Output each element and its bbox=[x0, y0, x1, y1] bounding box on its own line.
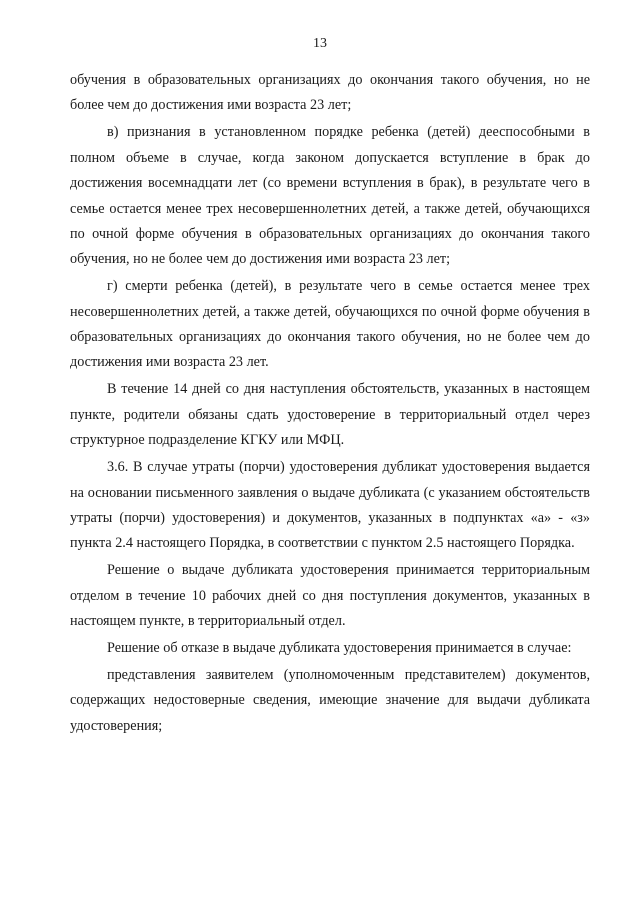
paragraph-return-deadline: В течение 14 дней со дня наступления обстоятельств, указанных в настоящем пункте, родители обязаны сдать удостоверение в территориальный отдел через структурное подразделение КГКУ или МФЦ. bbox=[70, 381, 590, 449]
paragraph-item-v: в) признания в установленном порядке ребенка (детей) дееспособными в полном объеме в случае, когда законом допускается вступление в брак до достижения восемнадцати лет (со времени вступления в брак), в результате чего в семье остается менее трех несовершеннолетних детей, а также детей, обучающихся по очной форме обучения в образовательных организациях до окончания такого обучения, но не более чем до достижения ими возраста 23 лет; bbox=[70, 124, 590, 268]
page-number: 13 bbox=[313, 36, 327, 51]
paragraph-3-6: 3.6. В случае утраты (порчи) удостоверения дубликат удостоверения выдается на основании письменного заявления о выдаче дубликата (с указанием обстоятельств утраты (порчи) удостоверения) и документов, указанных в подпунктах «а» - «з» пункта 2.4 настоящего Порядка, в соответствии с пунктом 2.5 настоящего Порядка. bbox=[70, 459, 590, 552]
paragraph-item-g: г) смерти ребенка (детей), в результате чего в семье остается менее трех несовершеннолетних детей, а также детей, обучающихся по очной форме обучения в образовательных организациях до окончания такого обучения, но не более чем до достижения ими возраста 23 лет. bbox=[70, 278, 590, 371]
document-body bbox=[70, 68, 590, 741]
paragraph-refusal-intro: Решение об отказе в выдаче дубликата удостоверения принимается в случае: bbox=[107, 639, 572, 656]
paragraph-duplicate-decision: Решение о выдаче дубликата удостоверения принимается территориальным отделом в течение 10 рабочих дней со дня поступления документов, указанных в настоящем пункте, в территориальный отдел. bbox=[70, 562, 590, 630]
paragraph-refusal-reason: представления заявителем (уполномоченным представителем) документов, содержащих недостоверные сведения, имеющие значение для выдачи дубликата удостоверения; bbox=[70, 666, 590, 734]
paragraph-continuation: обучения в образовательных организациях до окончания такого обучения, но не более чем до достижения ими возраста 23 лет; bbox=[70, 72, 590, 114]
